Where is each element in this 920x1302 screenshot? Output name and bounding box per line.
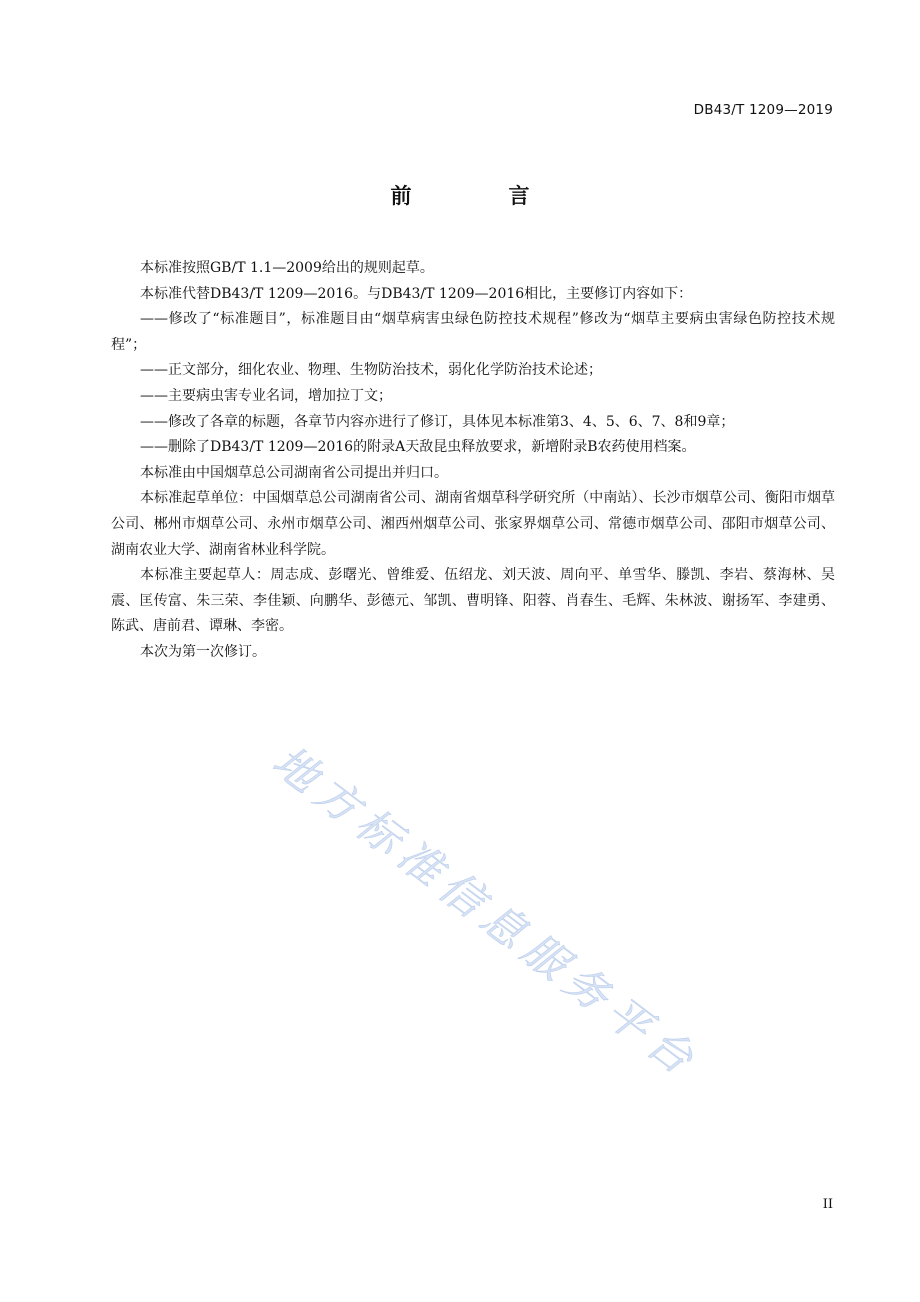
paragraph-drafting-units: 本标准起草单位：中国烟草总公司湖南省公司、湖南省烟草科学研究所（中南站）、长沙市烟草公司、衡阳市烟草公司、郴州市烟草公司、永州市烟草公司、湘西州烟草公司、张家界烟草公司、常德市烟草公司、邵阳市烟草公司、湖南农业大学、湖南省林业科学院。: [111, 490, 835, 558]
paragraph-change-annex: ——删除了DB43/T 1209—2016的附录A天敌昆虫释放要求，新增附录B农药使用档案。: [140, 439, 696, 456]
page-title: 前 言: [390, 184, 568, 208]
paragraph-proposer: 本标准由中国烟草总公司湖南省公司提出并归口。: [140, 464, 448, 481]
paragraph-change-body: ——正文部分，细化农业、物理、生物防治技术，弱化化学防治技术论述；: [140, 362, 602, 379]
paragraph-drafting-rules: 本标准按照GB/T 1.1—2009给出的规则起草。: [140, 260, 434, 276]
paragraph-replacement: 本标准代替DB43/T 1209—2016。与DB43/T 1209—2016相比，主要修订内容如下：: [140, 285, 693, 302]
paragraph-change-chapters: ——修改了各章的标题，各章节内容亦进行了修订，具体见本标准第3、4、5、6、7、8和9章；: [140, 413, 735, 430]
watermark: 地方标准信息服务平台: [263, 736, 709, 1090]
paragraph-change-latin: ——主要病虫害专业名词，增加拉丁文；: [140, 387, 392, 404]
paragraph-revision-note: 本次为第一次修订。: [140, 643, 266, 660]
document-code: DB43/T 1209—2019: [693, 102, 833, 118]
paragraph-change-title: ——修改了“标准题目”，标准题目由“烟草病害虫绿色防控技术规程”修改为“烟草主要病虫害绿色防控技术规程”；: [111, 311, 835, 353]
page-number: II: [822, 1197, 833, 1212]
paragraph-drafters: 本标准主要起草人：周志成、彭曙光、曾维爱、伍绍龙、刘天波、周向平、单雪华、滕凯、李岩、蔡海林、吴震、匡传富、朱三荣、李佳颖、向鹏华、彭德元、邹凯、曹明锋、阳蓉、肖春生、毛辉、朱林波、谢扬军、李建勇、陈武、唐前君、谭琳、李密。: [111, 567, 835, 635]
foreword-body: [111, 256, 835, 666]
